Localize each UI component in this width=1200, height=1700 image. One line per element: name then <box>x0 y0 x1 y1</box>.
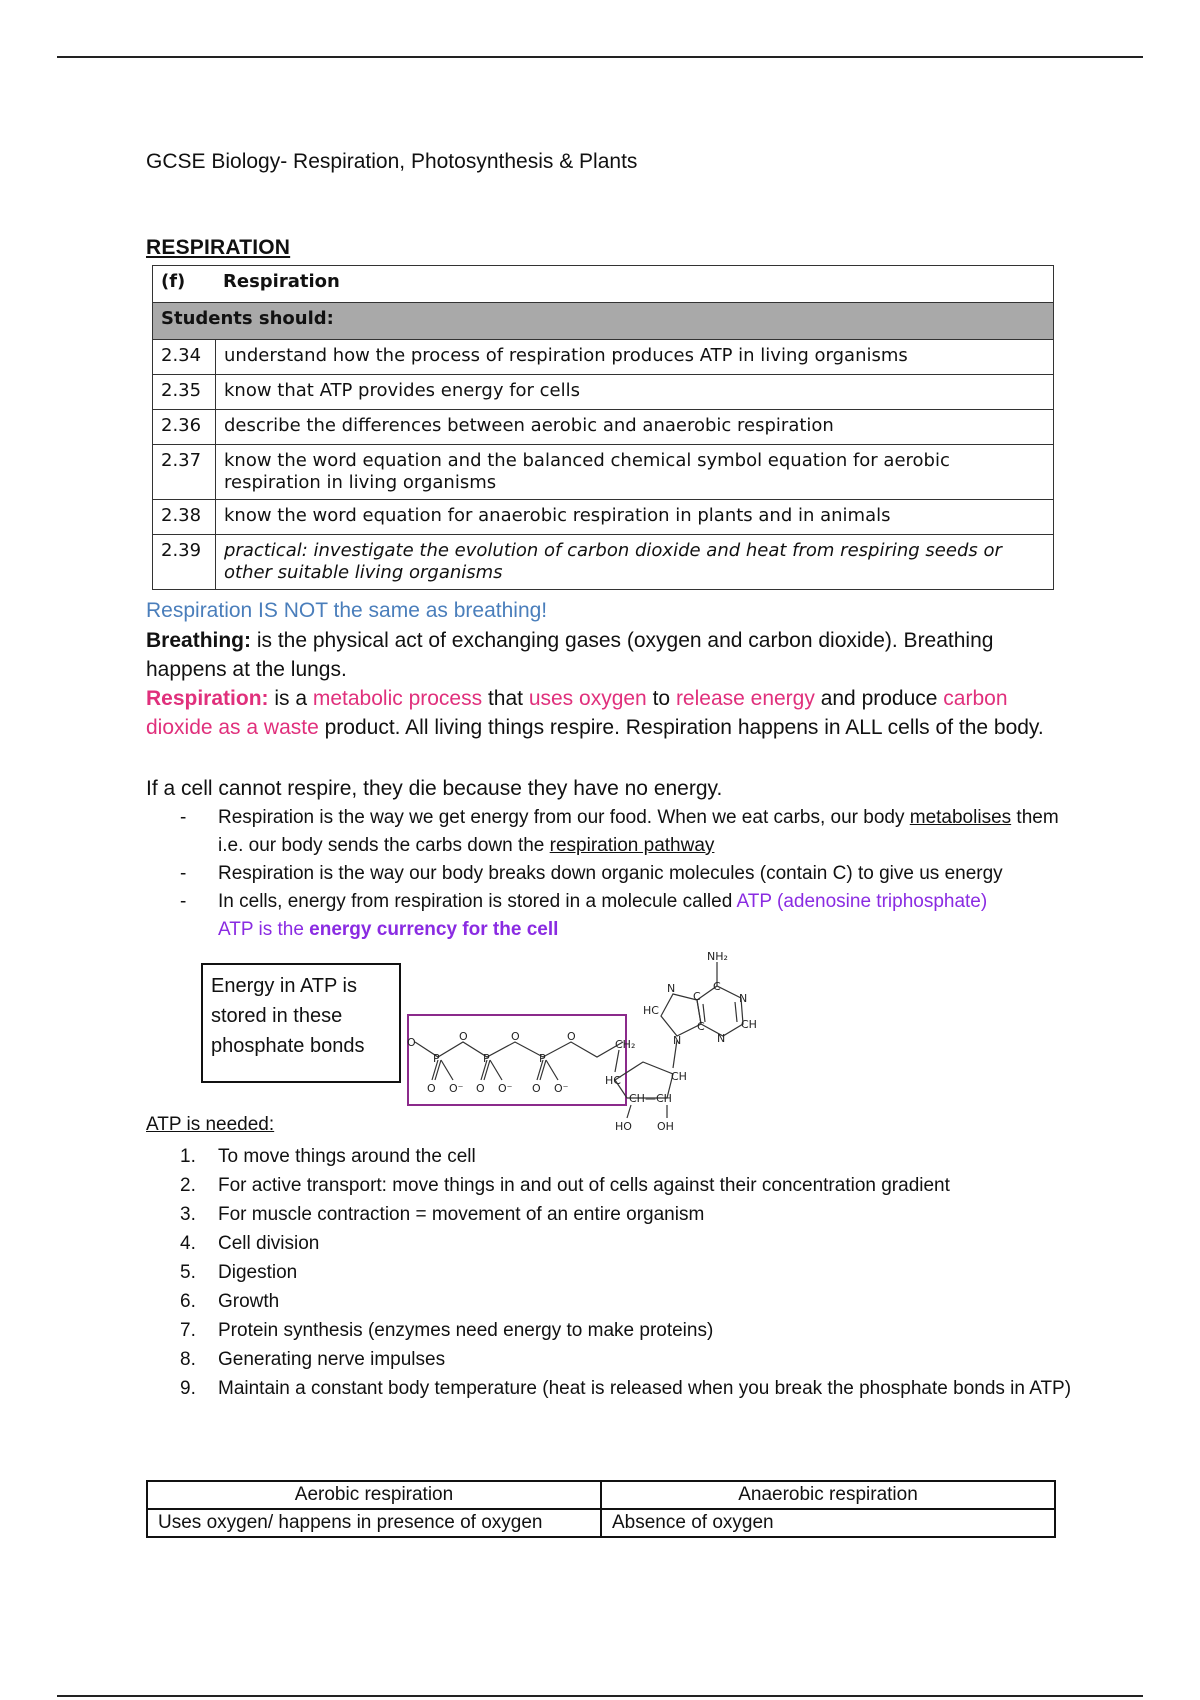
spec-text: understand how the process of respiration produces ATP in living organisms <box>216 340 1054 375</box>
spec-code: 2.36 <box>153 410 216 445</box>
spec-row <box>153 340 1054 375</box>
spec-text: practical: investigate the evolution of carbon dioxide and heat from respiring seeds or other suitable living organisms <box>216 535 1054 590</box>
atp-needed-title: ATP is needed: <box>146 1114 275 1135</box>
aerobic-cell: Uses oxygen/ happens in presence of oxygen <box>147 1509 601 1537</box>
list-item: 1. To move things around the cell <box>180 1146 476 1167</box>
atom-label: C <box>697 1020 705 1033</box>
list-item: - Respiration is the way we get energy from our food. When we eat carbs, our body metabolises them i.e. our body sends the carbs down the respiration pathway <box>180 807 1059 856</box>
spec-code: 2.39 <box>153 535 216 590</box>
atom-label: O <box>532 1082 541 1095</box>
atp-energy-callout: Energy in ATP is stored in these phosphate bonds <box>201 963 401 1083</box>
atom-label: N <box>673 1034 682 1047</box>
spec-header-code: (f) <box>161 271 186 292</box>
atom-label: C <box>713 980 721 993</box>
spec-code: 2.35 <box>153 375 216 410</box>
table-row <box>147 1481 1055 1509</box>
atp-needed-list <box>180 1142 1080 1403</box>
atom-label: N <box>667 982 676 995</box>
top-rule <box>57 56 1143 58</box>
anaerobic-cell: Absence of oxygen <box>601 1509 1055 1537</box>
cell-die-note: If a cell cannot respire, they die because they have no energy. <box>146 777 723 800</box>
list-item: 8. Generating nerve impulses <box>180 1349 446 1370</box>
list-item: 3. For muscle contraction = movement of an entire organism <box>180 1204 705 1225</box>
spec-table-subheader: Students should: <box>153 303 1054 340</box>
atom-label: HC <box>605 1074 621 1087</box>
spec-code: 2.37 <box>153 445 216 500</box>
spec-row <box>153 375 1054 410</box>
bottom-rule <box>57 1695 1143 1697</box>
spec-text: know the word equation and the balanced chemical symbol equation for aerobic respiration in living organisms <box>216 445 1054 500</box>
list-item: 5. Digestion <box>180 1262 298 1283</box>
respiration-bullets <box>180 804 1080 944</box>
list-item: 2. For active transport: move things in and out of cells against their concentration gradient <box>180 1175 950 1196</box>
spec-text: know that ATP provides energy for cells <box>216 375 1054 410</box>
atom-label: O <box>459 1030 468 1043</box>
spec-code: 2.34 <box>153 340 216 375</box>
atom-label: O⁻ <box>498 1082 513 1095</box>
list-item: - In cells, energy from respiration is stored in a molecule called ATP (adenosine triphosphate) ATP is the energy currency for the cell <box>180 891 988 940</box>
not-breathing-note: Respiration IS NOT the same as breathing! <box>146 599 548 622</box>
spec-table-header <box>153 266 1054 303</box>
atom-label: NH₂ <box>707 950 728 963</box>
atom-label: O <box>407 1036 416 1049</box>
breathing-definition: Breathing: is the physical act of exchanging gases (oxygen and carbon dioxide). Breathing happens at the lungs. <box>146 629 994 681</box>
section-heading: RESPIRATION <box>146 236 291 259</box>
document-title: GCSE Biology- Respiration, Photosynthesis & Plants <box>146 150 638 173</box>
atom-label: C <box>693 990 701 1003</box>
spec-table <box>152 265 1054 590</box>
atom-label: CH₂ <box>615 1038 636 1051</box>
respiration-definition: Respiration: is a metabolic process that uses oxygen to release energy and produce carbon dioxide as a waste product. All living things respire. Respiration happens in ALL cells of the body. <box>146 687 1044 739</box>
atom-label: CH <box>741 1018 757 1031</box>
spec-row <box>153 535 1054 590</box>
list-item: 9. Maintain a constant body temperature (heat is released when you break the phosphate bonds in ATP) <box>180 1378 1072 1399</box>
spec-code: 2.38 <box>153 500 216 535</box>
atom-label: P <box>433 1052 440 1065</box>
atom-label: N <box>717 1032 726 1045</box>
spec-text: know the word equation for anaerobic respiration in plants and in animals <box>216 500 1054 535</box>
respiration-label: Respiration: <box>146 687 269 710</box>
atom-label: CH—CH <box>629 1092 672 1105</box>
atom-label: O <box>476 1082 485 1095</box>
atom-label: P <box>483 1052 490 1065</box>
breathing-label: Breathing: <box>146 629 251 652</box>
spec-row <box>153 500 1054 535</box>
atom-label: O⁻ <box>449 1082 464 1095</box>
spec-header-title: Respiration <box>223 271 340 292</box>
atom-label: N <box>739 992 748 1005</box>
anaerobic-header: Anaerobic respiration <box>601 1481 1055 1509</box>
atp-structure-diagram <box>405 950 825 1135</box>
spec-row <box>153 445 1054 500</box>
spec-row <box>153 410 1054 445</box>
atom-label: P <box>539 1052 546 1065</box>
aerobic-anaerobic-table <box>146 1480 1056 1538</box>
list-item: - Respiration is the way our body breaks down organic molecules (contain C) to give us energy <box>180 863 1003 884</box>
atom-label: O <box>427 1082 436 1095</box>
table-row <box>147 1509 1055 1537</box>
spec-text: describe the differences between aerobic and anaerobic respiration <box>216 410 1054 445</box>
atom-label: HO <box>615 1120 632 1133</box>
atom-label: O⁻ <box>554 1082 569 1095</box>
aerobic-header: Aerobic respiration <box>147 1481 601 1509</box>
list-item: 7. Protein synthesis (enzymes need energy to make proteins) <box>180 1320 714 1341</box>
atom-label: O <box>567 1030 576 1043</box>
atom-label: O <box>511 1030 520 1043</box>
list-item: 4. Cell division <box>180 1233 320 1254</box>
atom-label: CH <box>671 1070 687 1083</box>
atom-label: HC <box>643 1004 659 1017</box>
atom-label: OH <box>657 1120 674 1133</box>
list-item: 6. Growth <box>180 1291 280 1312</box>
